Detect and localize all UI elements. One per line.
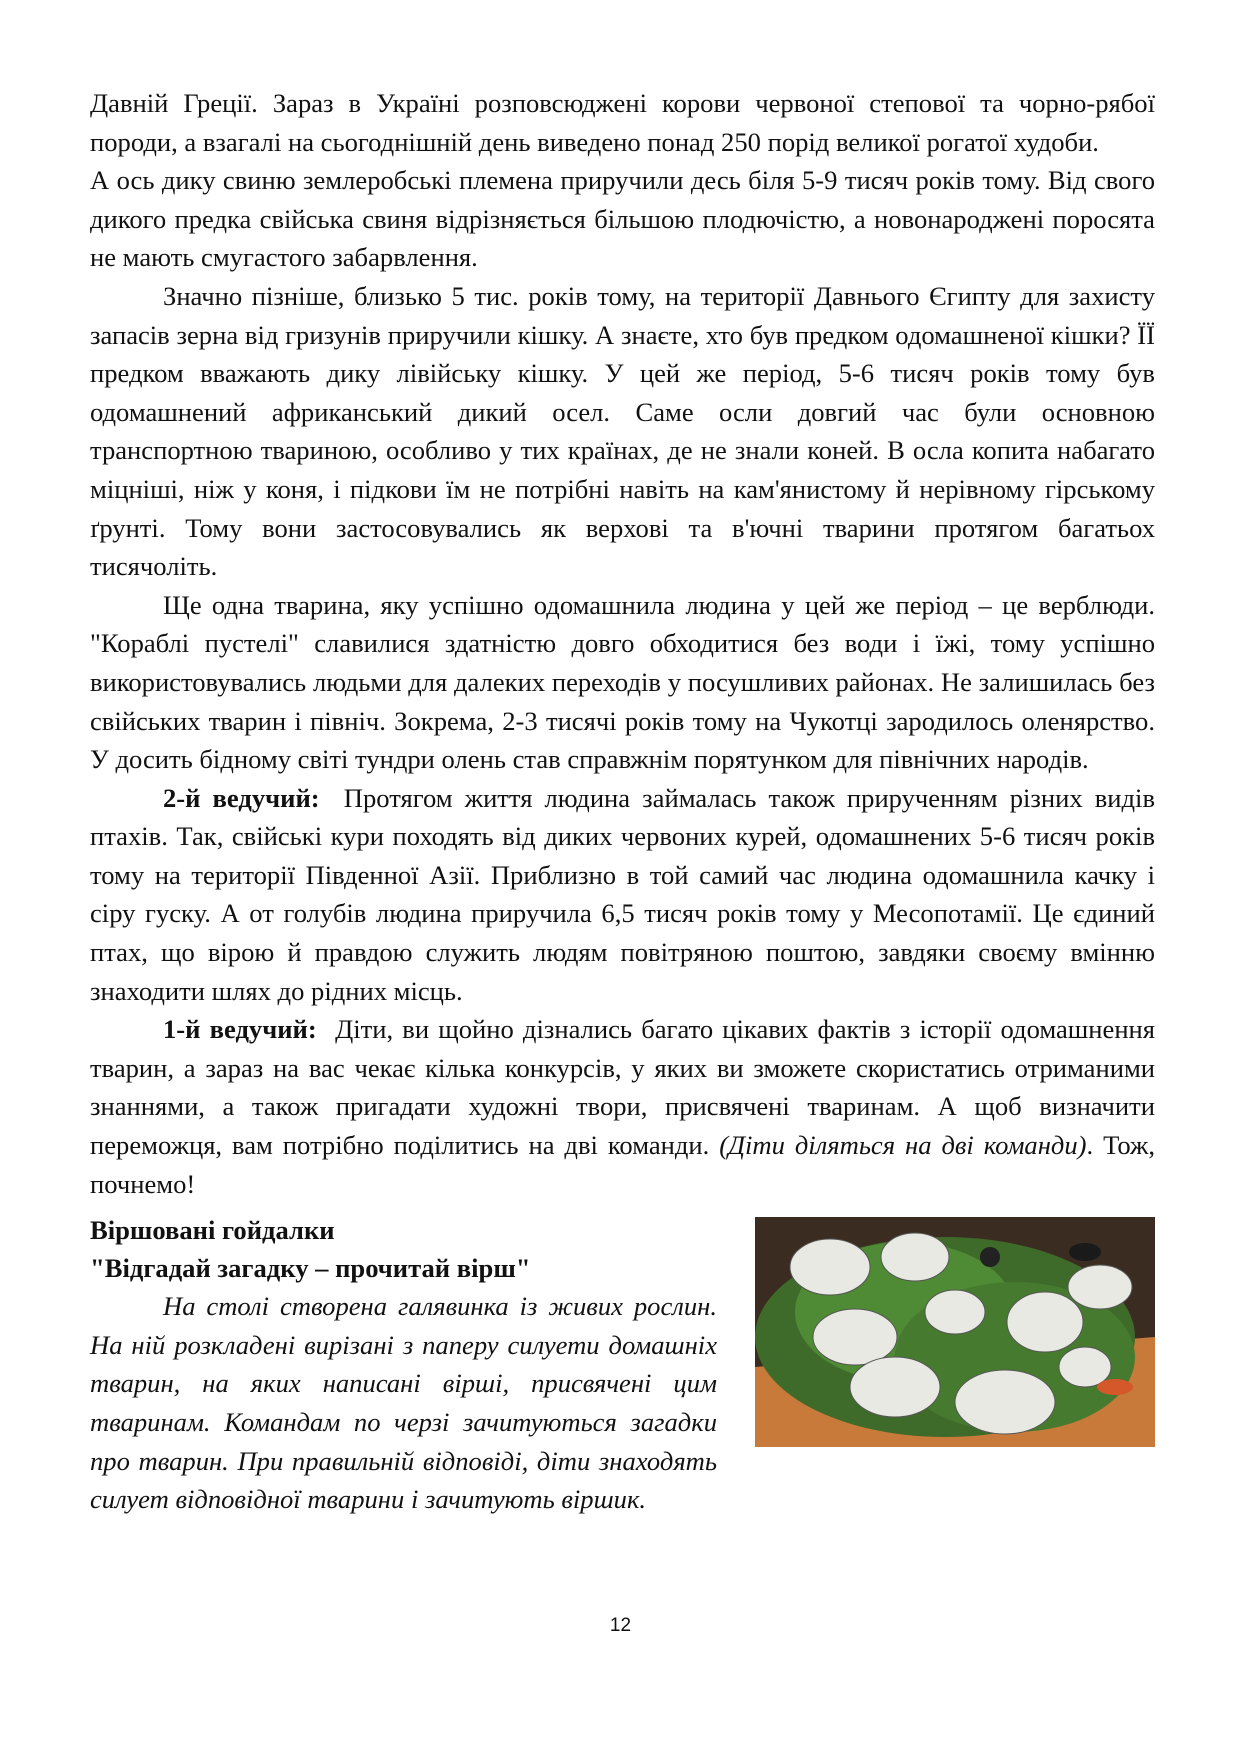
section-description: На столі створена галявинка із живих рослин. На ній розкладені вирізані з паперу силуети домашніх тварин, на яких написані вірші, присвячені цим тваринам. Командам по черзі зачитуються загадки про тварин. При правильній відповіді, діти знаходять силует відповідної тварини і зачитують віршик.	[90, 1291, 717, 1515]
page-number: 12	[609, 1615, 632, 1636]
paragraph-cat-donkey: Значно пізніше, близько 5 тис. років тому, на території Давнього Єгипту для захисту запасів зерна від гризунів приручили кішку. А знаєте, хто був предком одомашненої кішки? ЇЇ предком вважають дику лівійську кішку. У цей же період, 5-6 тисяч років тому був одомашнений африканський дикий осел. Саме осли довгий час були основною транспортною твариною, особливо у тих країнах, де не знали коней. В осла копита набагато міцніші, ніж у коня, і підкови їм не потрібні навіть на кам'янистому й нерівному гірському ґрунті. Тому вони застосовувались як верхові та в'ючні тварини протягом багатьох тисячоліть.	[90, 280, 1155, 582]
paragraph-speaker-1	[90, 1010, 1155, 1203]
document-page	[90, 84, 1155, 1519]
speaker-2-text: Протягом життя людина займалась також прирученням різних видів птахів. Так, свійські кури походять від диких червоних курей, одомашнених 5-6 тисяч років тому на території Південної Азії. Приблизно в той самий час людина одомашнила качку і сіру гуску. А от голубів людина приручила 6,5 тисяч років тому у Месопотамії. Це єдиний птах, що вірою й правдою служить людям повітряною поштою, завдяки своєму вмінню знаходити шлях до рідних місць.	[90, 782, 1156, 1006]
paragraph-cattle: Давній Греції. Зараз в Україні розповсюджені корови червоної степової та чорно-рябої породи, а взагалі на сьогоднішній день виведено понад 250 порід великої рогатої худоби.	[90, 88, 1155, 157]
paragraph-speaker-2	[90, 779, 1155, 1011]
contest-section	[90, 1211, 1155, 1519]
speaker-1-label: 1-й ведучий:	[163, 1014, 317, 1045]
speaker-1-stage-note: (Діти діляться на дві команди)	[719, 1130, 1087, 1161]
paragraph-camel-deer: Ще одна тварина, яку успішно одомашнила людина у цей же період – це верблюди. "Кораблі пустелі" славилися здатністю довго обходитися без води і їжі, тому успішно використовувались людьми для далеких переходів у посушливих районах. Не залишилась без свійських тварин і північ. Зокрема, 2-3 тисячі років тому на Чукотці зародилось оленярство. У досить бідному світі тундри олень став справжнім порятунком для північних народів.	[90, 589, 1155, 775]
speaker-1-text: Діти, ви щойно дізнались багато цікавих фактів з історії одомашнення тварин, а зараз на вас чекає кілька конкурсів, у яких ви зможете скористатись отриманими знаннями, а також пригадати художні твори, присвячені тваринам. А щоб визначити переможця, вам потрібно поділитись на дві команди.	[90, 1014, 1156, 1161]
table-animals-photo	[755, 1217, 1155, 1447]
paragraph-pig: А ось дику свиню землеробські племена приручили десь біля 5-9 тисяч років тому. Від свого дикого предка свійська свиня відрізняється більшою плодючістю, а новонароджені поросята не мають смугастого забарвлення.	[90, 165, 1155, 273]
speaker-2-label: 2-й ведучий:	[163, 782, 320, 813]
speaker-1-tail: . Тож, почнемо!	[90, 1130, 1156, 1199]
section-subtitle: "Відгадай загадку – прочитай вірш"	[90, 1253, 531, 1284]
section-title: Віршовані гойдалки	[90, 1215, 335, 1246]
